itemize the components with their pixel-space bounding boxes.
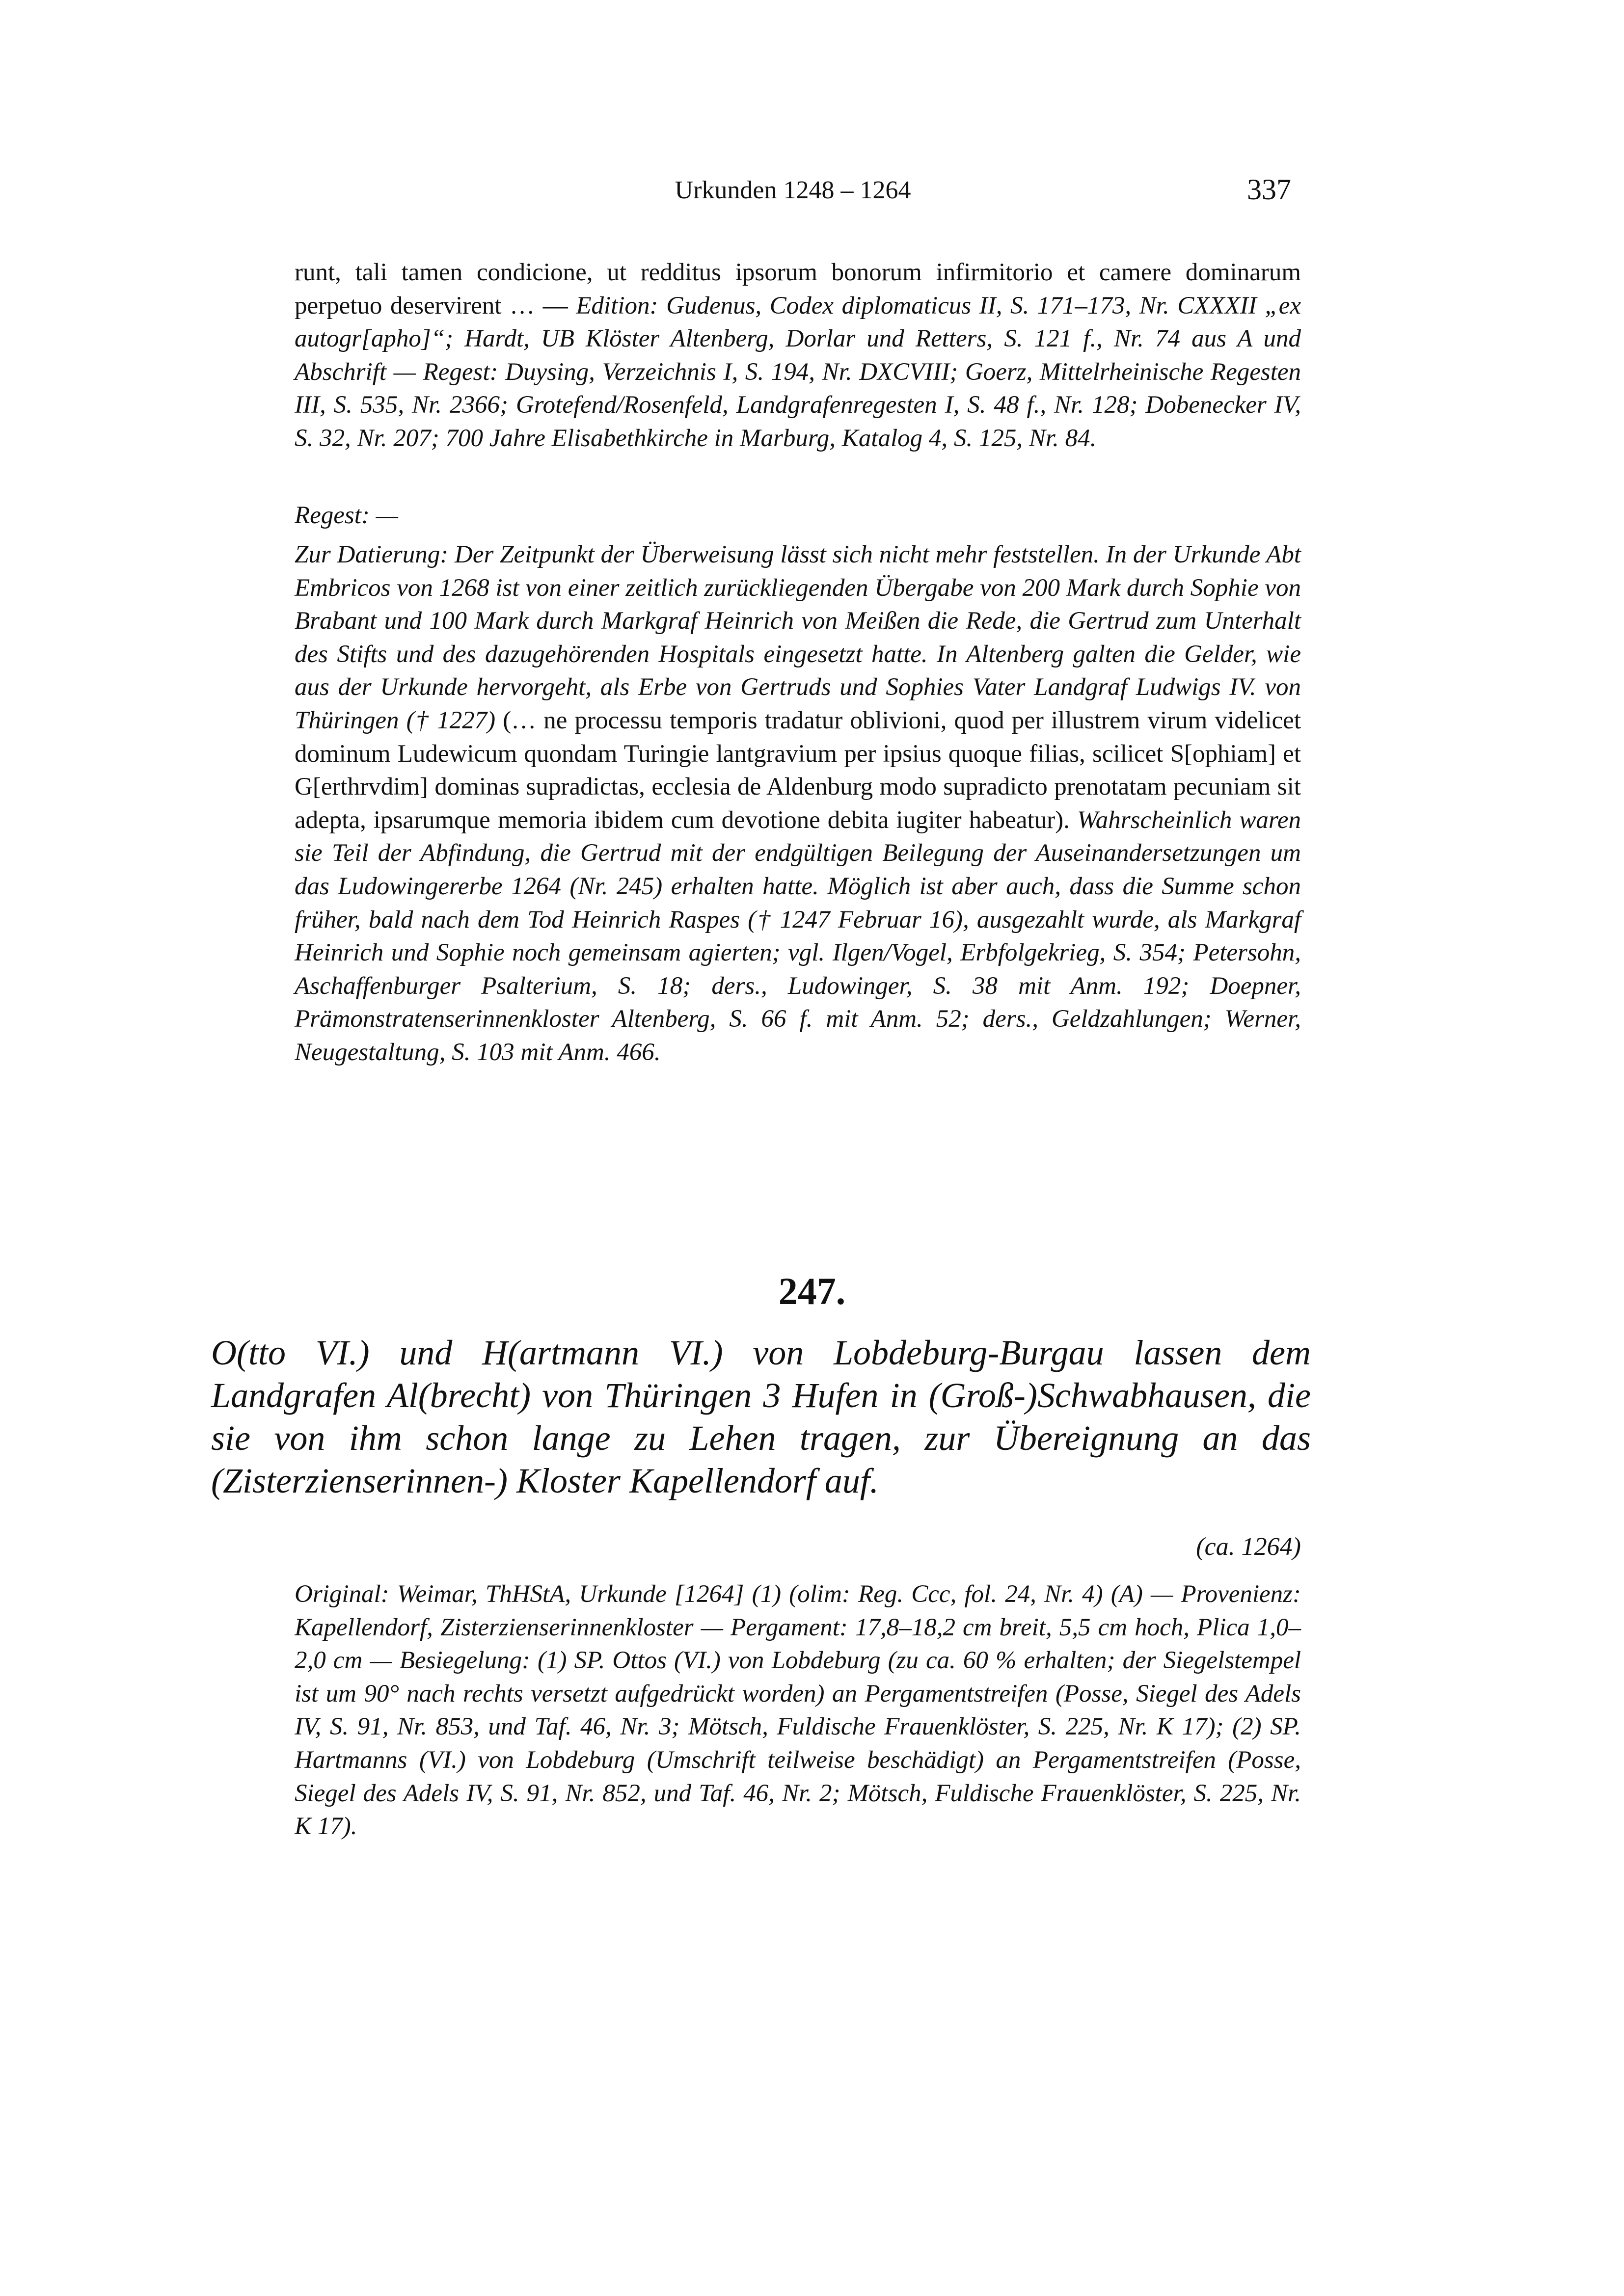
running-header-title: Urkunden 1248 – 1264 [675, 176, 911, 204]
latin-quotation: (… ne processu temporis tradatur oblivioni, quod per illustrem virum videlicet dominum Ludewicum quondam Turingie lantgravium per ipsius quoque filias, scilicet S[ophiam] et G[erthrvdim] dominas supradictas, ecclesia de Aldenburg modo supradicto prenotatam pecuniam sit adepta, ipsarumque memoria ibidem cum devotione debita iugiter habeatur). [295, 706, 1301, 834]
commentary-part-2: Wahrscheinlich waren sie Teil der Abfindung, die Gertrud mit der endgültigen Beilegung der Auseinandersetzungen um das Ludowingererbe 1264 (Nr. 245) erhalten hatte. Möglich ist aber auch, dass die Summe schon früher, bald nach dem Tod Heinrich Raspes († 1247 Februar 16), ausgezahlt wurde, als Markgraf Heinrich und Sophie noch gemeinsam agierten; vgl. Ilgen/Vogel, Erbfolgekrieg, S. 354; Petersohn, Aschaffenburger Psalterium, S. 18; ders., Ludowinger, S. 38 mit Anm. 192; Doepner, Prämonstratenserinnenkloster Altenberg, S. 66 f. mit Anm. 52; ders., Geldzahlungen; Werner, Neugestaltung, S. 103 mit Anm. 466. [295, 806, 1301, 1066]
regest-line: Regest: — [295, 502, 399, 529]
page-number: 337 [1247, 173, 1291, 206]
document-number: 247. [778, 1270, 846, 1312]
previous-entry-text: runt, tali tamen condicione, ut redditus ipsorum bonorum infirmitorio et camere dominarum perpetuo deservirent … — [295, 259, 1301, 320]
running-header [295, 173, 1291, 210]
commentary-part-1: Zur Datierung: Der Zeitpunkt der Überweisung lässt sich nicht mehr feststellen. In der Urkunde Abt Embricos von 1268 ist von einer zeitlich zurückliegenden Übergabe von 200 Mark durch Sophie von Brabant und 100 Mark durch Markgraf Heinrich von Meißen die Rede, die Gertrud zum Unterhalt des Stifts und des dazugehörenden Hospitals eingesetzt hatte. In Altenberg galten die Gelder, wie aus der Urkunde hervorgeht, als Erbe von Gertruds und Sophies Vater Landgraf Ludwigs IV. von Thüringen († 1227) [295, 541, 1301, 734]
previous-entry-tradition [295, 256, 1301, 455]
dating-commentary [295, 538, 1301, 1069]
previous-entry-editions: Edition: Gudenus, Codex diplomaticus II, S. 171–173, Nr. CXXXII „ex autogr[apho]“; Hardt, UB Klöster Altenberg, Dorlar und Retters, S. 121 f., Nr. 74 aus A und Abschrift — Regest: Duysing, Verzeichnis I, S. 194, Nr. DXCVIII; Goerz, Mittelrheinische Regesten III, S. 535, Nr. 2366; Grotefend/Rosenfeld, Landgrafenregesten I, S. 48 f., Nr. 128; Dobenecker IV, S. 32, Nr. 207; 700 Jahre Elisabethkirche in Marburg, Katalog 4, S. 125, Nr. 84. [295, 292, 1301, 452]
source-description: Original: Weimar, ThHStA, Urkunde [1264] (1) (olim: Reg. Ccc, fol. 24, Nr. 4) (A) — Provenienz: Kapellendorf, Zisterzienserinnenkloster — Pergament: 17,8–18,2 cm breit, 5,5 cm hoch, Plica 1,0–2,0 cm — Besiegelung: (1) SP. Ottos (VI.) von Lobdeburg (zu ca. 60 % erhalten; der Siegelstempel ist um 90° nach rechts versetzt aufgedrückt worden) an Pergamentstreifen (Posse, Siegel des Adels IV, S. 91, Nr. 853, und Taf. 46, Nr. 3; Mötsch, Fuldische Frauenklöster, S. 225, Nr. K 17); (2) SP. Hartmanns (VI.) von Lobdeburg (Umschrift teilweise beschädigt) an Pergamentstreifen (Posse, Siegel des Adels IV, S. 91, Nr. 852, und Taf. 46, Nr. 2; Mötsch, Fuldische Frauenklöster, S. 225, Nr. K 17). [295, 1580, 1301, 1841]
document-title: O(tto VI.) und H(artmann VI.) von Lobdeburg-Burgau lassen dem Landgrafen Al(brecht) von Thüringen 3 Hufen in (Groß-)Schwabhausen, die sie von ihm schon lange zu Lehen tragen, zur Übereignung an das (Zisterzienserinnen-) Kloster Kapellendorf auf. [211, 1333, 1311, 1500]
document-date: (ca. 1264) [1196, 1533, 1301, 1561]
